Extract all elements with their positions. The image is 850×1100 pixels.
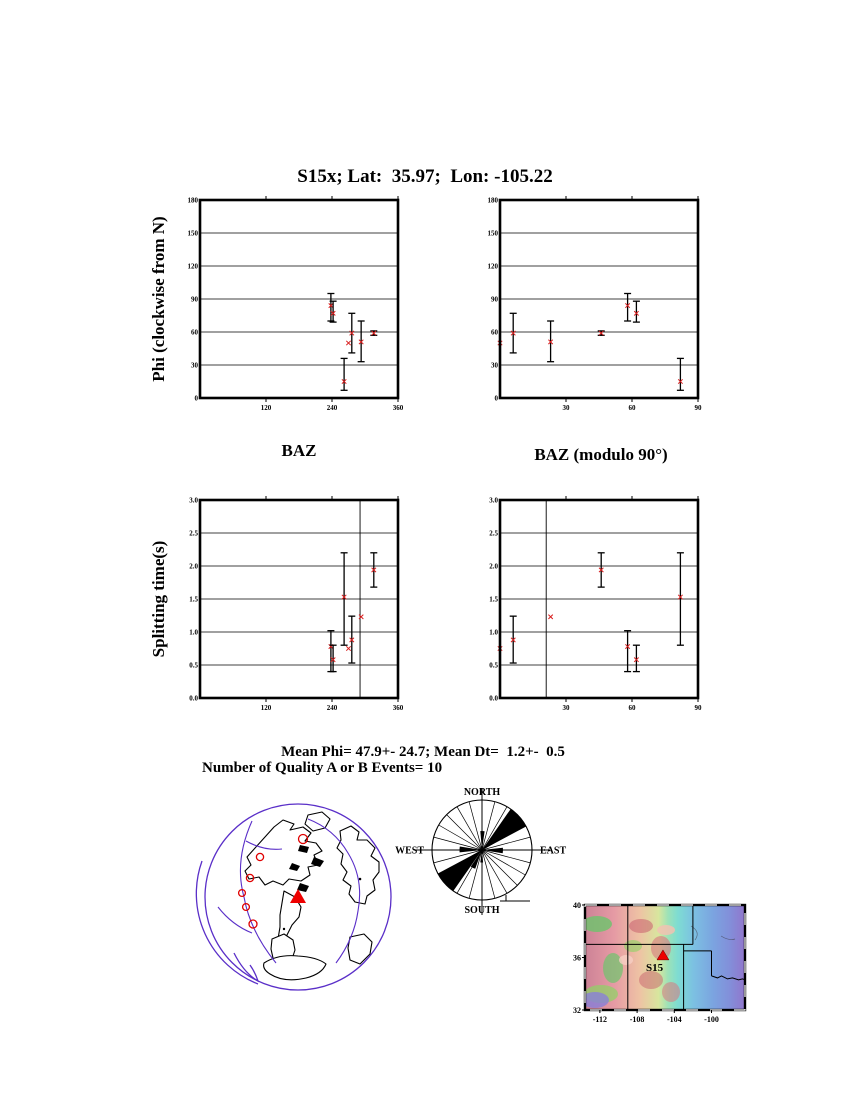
svg-text:150: 150 <box>487 229 498 238</box>
svg-text:NORTH: NORTH <box>463 787 501 798</box>
svg-text:-108: -108 <box>629 1015 645 1024</box>
svg-text:240: 240 <box>326 404 338 412</box>
phi-axis-label: Phi (clockwise from N) <box>149 216 168 382</box>
svg-text:1.0: 1.0 <box>489 628 498 637</box>
svg-text:3.0: 3.0 <box>189 496 198 505</box>
svg-text:32: 32 <box>573 1006 581 1015</box>
svg-text:1.0: 1.0 <box>189 628 198 637</box>
svg-text:1.5: 1.5 <box>489 595 498 604</box>
page-title: S15x; Lat: 35.97; Lon: -105.22 <box>297 166 553 187</box>
svg-text:0: 0 <box>194 394 198 403</box>
svg-text:60: 60 <box>628 704 636 712</box>
svg-text:60: 60 <box>191 328 198 337</box>
coastlines <box>245 812 379 980</box>
event-count-text: Number of Quality A or B Events= 10 <box>202 760 443 776</box>
svg-text:30: 30 <box>562 704 570 712</box>
svg-text:0.5: 0.5 <box>489 661 498 670</box>
svg-text:120: 120 <box>487 262 498 271</box>
svg-text:360: 360 <box>392 404 404 412</box>
svg-text:90: 90 <box>694 704 702 712</box>
baz-axis-label: BAZ <box>281 441 317 460</box>
svg-text:40: 40 <box>573 901 581 910</box>
svg-text:3.0: 3.0 <box>489 496 498 505</box>
svg-text:0.0: 0.0 <box>489 694 498 703</box>
svg-text:120: 120 <box>260 404 272 412</box>
svg-text:30: 30 <box>191 361 198 370</box>
svg-text:2.0: 2.0 <box>189 562 198 571</box>
station-map <box>571 896 771 1031</box>
svg-text:90: 90 <box>694 404 702 412</box>
svg-text:EAST: EAST <box>540 845 567 857</box>
svg-text:180: 180 <box>487 196 498 205</box>
splitting-time-axis-label: Splitting time(s) <box>149 540 168 658</box>
dt-vs-baz-plot <box>160 492 410 725</box>
station-label: S15 <box>645 961 664 974</box>
svg-text:WEST: WEST <box>395 845 424 857</box>
svg-text:2.5: 2.5 <box>189 529 198 538</box>
svg-text:30: 30 <box>491 361 498 370</box>
svg-text:150: 150 <box>187 229 198 238</box>
svg-text:90: 90 <box>191 295 198 304</box>
phi-vs-baz-mod90-plot <box>460 192 710 425</box>
svg-text:30: 30 <box>562 404 570 412</box>
svg-text:120: 120 <box>260 704 272 712</box>
svg-text:360: 360 <box>392 704 404 712</box>
phi-vs-baz-plot <box>160 192 410 425</box>
dt-vs-baz-mod90-plot <box>460 492 710 725</box>
svg-text:2.5: 2.5 <box>489 529 498 538</box>
svg-text:240: 240 <box>326 704 338 712</box>
globe-map <box>188 787 414 1013</box>
svg-text:120: 120 <box>187 262 198 271</box>
svg-text:0: 0 <box>494 394 498 403</box>
svg-text:180: 180 <box>187 196 198 205</box>
svg-text:-104: -104 <box>666 1015 682 1024</box>
svg-text:-112: -112 <box>592 1015 608 1024</box>
rose-diagram <box>395 780 568 930</box>
svg-text:0.5: 0.5 <box>189 661 198 670</box>
svg-text:90: 90 <box>491 295 498 304</box>
svg-text:36: 36 <box>573 953 581 963</box>
baz-mod90-axis-label: BAZ (modulo 90°) <box>534 445 668 464</box>
svg-text:1.5: 1.5 <box>189 595 198 604</box>
svg-text:-100: -100 <box>704 1015 719 1024</box>
svg-text:60: 60 <box>491 328 498 337</box>
svg-text:2.0: 2.0 <box>489 562 498 571</box>
svg-text:60: 60 <box>628 404 636 412</box>
svg-text:0.0: 0.0 <box>189 694 198 703</box>
svg-text:SOUTH: SOUTH <box>464 905 500 916</box>
mean-summary-text: Mean Phi= 47.9+- 24.7; Mean Dt= 1.2+- 0.5 <box>281 744 565 760</box>
